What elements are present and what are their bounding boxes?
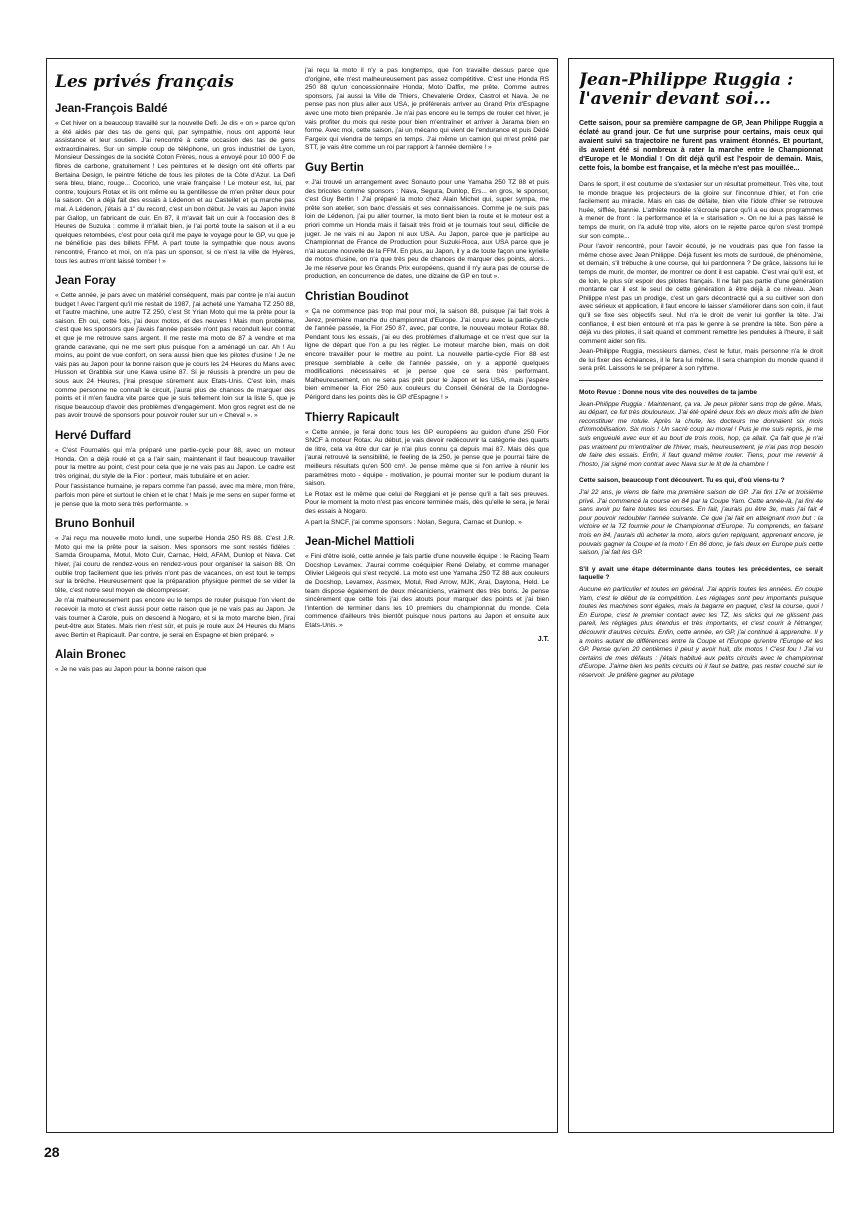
paragraph: « Cette année, je pars avec un matériel conséquent, mais par contre je n'ai aucun budget ! Avec l'argent qu'il me restait de 1987, j'ai acheté une Yamaha TZ 250 88, et l'autre machine, une autre TZ 250, c'est St Yrian Moto qui me la prête pour la saison. Eh oui, cette fois, j'ai deux motos, et des neuves ! Mais mon problème, c'est que les sponsors que j'avais l'année passée n'ont pas reconduit leur contrat et que je me retrouve sans argent. Il me reste ma moto de 87 à vendre et ma grande caravane, qui ne me sert plus puisque l'on a aménagé un car. Ah ! Au moins, au point de vue confort, on sera aussi bien que les pilotes d'usine ! Je ne vais pas au Japon pour la bonne raison que je cours les 24 Heures du Mans avec Husson et Grabbia sur une Kawa usine 87. Si je réussis à prendre un peu de sous aux 24 Heures, j'irai presque sûrement aux Etats-Unis. C'est loin, mais comme personne ne connaît le circuit, j'aurai plus de chances de marquer des points et il m'en faudra vite parce que je suis tellement loin sur la liste 5, que je risque beaucoup d'avoir des problèmes d'engagement. Mon gros regret est de ne pas avoir trouvé de sponsors pour pouvoir rouler sur un « Cheval ». » (55, 292, 295, 420)
rider-name: Jean Foray (55, 275, 116, 288)
paragraph: « Fini d'être isolé, cette année je fais partie d'une nouvelle équipe : le Racing Team Docshop Levamex. J'aurai comme coéquipier René Delaby, et comme manager Olivier Liégeois qui s'est recyclé. La moto est une Yamaha 250 TZ 88 aux couleurs de Docshop, Levamex, Assmex, Motul, Red Arrow, MJK, Arai, Daytona, Held. Le team dispose également de deux mécaniciens, vraiment des très bons. Je pense sincèrement que cette fois j'ai des atouts pour marquer des points et j'ai bien l'intention de terminer dans les 10 premiers du championnat du monde. Cela commence d'ailleurs très bientôt puisque nous partons au Japon et ensuite aux Etats-Unis. » (305, 553, 549, 629)
section-divider (579, 380, 823, 381)
rider-name: Guy Bertin (305, 161, 364, 174)
paragraph: « Cet hiver on a beaucoup travaillé sur la nouvelle Defi. Je dis « on » parce qu'on a été aidés par des tas de gens qui, par sympathie, nous ont apporté leur assistance et leur soutien. J'ai rencontré à cette occasion des tas de gens extraordinaires. Sur un simple coup de téléphone, un gros industriel de Lyon, Monsieur Dessinges de la société Coton Frères, nous a envoyé pour 10 000 F de fibres de carbone, gratuitement ! Les peintures et le design ont été offerts par Bertaina Design, le peintre fétiche de tous les pilotes de la Côte d'Azur. La Defi sera bleu, blanc, rouge... Cocorico, une vraie française ! Le moteur est, lui, par contre, toujours Rotax et ils ont même eu la gentillesse de m'en prêter deux pour la saison. On a déjà fait des essais à Lédenon et au Castellet et ça marche pas mal. A Lédenon, j'étais à 1" du record, c'est un bon début. Je vais au Japon invité par Gallop, un fabricant de cuir. En 87, il m'avait fait un cuir à l'occasion des 8 Heures de Suzuka : comme il m'allait bien, je l'ai porté toute la saison et il a eu quelques retombées, c'est pour cela qu'il me paye le voyage pour le GP, vu que je ne bénéficie pas des billets FFM. A part toute la sympathie que nous avons rencontré, Franco et moi, on n'a pas un sponsor, si ce n'est la ville de Hyères, tous les autres m'ont laissé tomber ! » (55, 120, 295, 265)
paragraph: Jean-Philippe Ruggia, messieurs dames, c'est le futur, mais personne n'a le droit de lui fixer des échéances, il le fera lui même. Il sera champion du monde quand il sera prêt. Laissons le se préparer à son rythme. (579, 348, 823, 373)
rider-name: Jean-François Baldé (55, 103, 168, 115)
interview-answer: Jean-Philippe Ruggia : Maintenant, ça va. Je peux piloter sans trop de gêne. Mais, au départ, ce fut très douloureux. J'ai été opéré deux fois en deux mois afin de bien reconstituer me rotule. Après la chute, les docteurs me donnaient six mois d'immobilisation. Six mois ! Un sacré coup au moral ! Puis je me suis repris, je me suis engueulé avec eux et au bout de trois mois, hop, ça allait. Ça fait que je n'ai pas vraiment pu m'entraîner de l'hiver, mais, heureusement, je n'ai pas trop besoin de faire des essais. Enfin, il faut quand même rouler. Tiens, pour me revenir à l'hosto, j'ai signé mon contrat avec Nava sur le lit de la chambre ! (579, 400, 823, 468)
signature: J.T. (537, 636, 549, 644)
paragraph: « C'est Fournalès qui m'a préparé une partie-cycle pour 88, avec un moteur Honda. On a déjà roulé et ça a l'air sain, maintenant il faut beaucoup travailler pour la mettre au point, c'est pour cela que je ne vais pas au Japon. Le cadre est très original, du style de la Fior : porteur, mais tubulaire et en acier. (55, 447, 295, 480)
interview-question: S'il y avait une étape déterminante dans toutes les précédentes, ce serait laquelle ? (579, 565, 823, 582)
paragraph: « Cette année, je ferai donc tous les GP européens au guidon d'une 250 Fior SNCF à moteur Rotax. Au début, je vais devoir redécouvrir la catégorie des quarts de litre, cela va être dur car je n'ai plus connu ça depuis mai 87. Mais dès que j'aurai retrouvé la sensibilité, le feeling de la 250, je pense que je pourrai faire de meilleurs résultats qu'en 500 cm³. Je pense même que si l'on arrive à réunir les paramètres moto - équipe - motivation, je pourrai monter sur le podium durant la saison. (305, 428, 549, 488)
paragraph: j'ai reçu la moto il n'y a pas longtemps, que l'on travaille dessus parce que d'origine, elle n'est malheureusement pas assez compétitive. C'est une Honda RS 250 88 qu'un concessionnaire Honda, Moto Daffix, me prête. Comme autres sponsors, j'ai aussi la Ville de Thiers, Chevalerie Ordex, Castrol et Nava. Je ne pense pas non plus aller aux USA, je préférerais arriver au Grand Prix d'Espagne avec une moto bien préparée. Je n'ai pas encore eu le temps de rouler cet hiver, je vais profiter du mois qui reste pour bien m'entraîner et arriver à Jarama bien en forme. Avec moi, cette saison, j'ai un mécano qui vient de l'endurance et puis Dédé Fargeix qui viendra de temps en temps. J'ai même un camion qui m'est prêté par STT, je vais être comme un roi par rapport à l'année dernière ! » (305, 67, 549, 152)
paragraph: « Ça ne commence pas trop mal pour moi, la saison 88, puisque j'ai fait trois à Jerez, première manche du championnat d'Europe. J'ai couru avec la partie-cycle de l'année passée, la Fior 250 87, avec, par contre, le nouveau moteur Rotax 88. Pendant tous les essais, j'ai eu des problèmes d'allumage et ce n'est que sur la ligne de départ que l'on a pu les régler. Le moteur marche bien, mais on doit encore travailler pour le mettre au point. La nouvelle partie-cycle Fior 88 est presque semblable à celle de l'année passée, on y a apporté quelques modifications nécessaires et je pense que ce sera très performant. Malheureusement, on ne sera pas prêt pour le Japon et les USA, mais j'espère bien emmener la Fior 250 aux couleurs du Conseil Général de la Dordogne-Périgord dans les points dès le GP d'Espagne ! » (305, 308, 549, 401)
ruggia-title: Jean-Philippe Ruggia : l'avenir devant soi... (579, 71, 794, 109)
paragraph: Pour l'assistance humaine, je repars comme l'an passé, avec ma mère, mon frère, parfois mon père et surtout le chien et le chat ! Mais je me sens en super forme et je pense que la moto sera très performante. » (55, 483, 295, 508)
rider-name: Thierry Rapicault (305, 411, 399, 424)
rider-name: Christian Boudinot (305, 291, 409, 304)
rider-name: Jean-Michel Mattioli (305, 536, 415, 549)
interview-question: Moto Revue : Donne nous vite des nouvelles de ta jambe (579, 389, 758, 397)
right-column (579, 71, 823, 1123)
private-riders-box (46, 58, 558, 1133)
paragraph: Le Rotax est le même que celui de Reggiani et je pense qu'il a fait ses preuves. Pour le moment la moto n'est pas encore terminée mais, dès qu'elle le sera, je ferai des essais à Nogaro. (305, 490, 549, 515)
rider-name: Bruno Bonhuil (55, 518, 135, 531)
paragraph: « Je ne vais pas au Japon pour la bonne raison que (55, 666, 207, 674)
box-title: Les privés français (55, 73, 234, 92)
paragraph: A part la SNCF, j'ai comme sponsors : Nolan, Segura, Carnac et Dunlop. » (305, 518, 522, 526)
ruggia-lead: Cette saison, pour sa première campagne de GP, Jean Philippe Ruggia a éclaté au grand jour. Ce fut une surprise pour certains, mais ceux qui avaient suivi sa trajectoire ne furent pas vraiment étonnés. Et pourtant, ils avaient été si nombreux à rater la marche entre le Championnat d'Europe et le Mondial ! On dit déjà qu'il est l'espoir de demain. Mais, cette fois, la bombe est française, et la mèche n'est pas mouillée... (579, 120, 823, 172)
left-column-1 (55, 73, 295, 1125)
rider-name: Hervé Duffard (55, 430, 132, 442)
interview-question: Cette saison, beaucoup t'ont découvert. Tu es qui, d'où viens-tu ? (579, 477, 785, 485)
page-number: 28 (44, 1144, 60, 1160)
paragraph: « J'ai reçu ma nouvelle moto lundi, une superbe Honda 250 RS 88. C'est J.R. Moto qui me la prête pour la saison. Mes sponsors me sont restés fidèles : Samda Groupama, Motul, Moto Cuir, Carnac, Held, AFAM, Dunlop et Nava. Cet hiver, j'ai couru de rendez-vous en rendez-vous pour organiser la saison 88. On oublie trop facilement que les privés n'ont pas de vacances, on est tout le temps sur la brèche. Heureusement que la préparation physique permet de se vider la tête, c'est notre seul moyen de décompresser. (55, 535, 295, 594)
paragraph: Je n'ai malheureusement pas encore eu le temps de rouler puisque l'on vient de recevoir la moto et c'est aussi pour cette raison que je ne vais pas au Japon. Je vais tourner à Carole, puis on descend à Nogaro, et si la moto marche bien, j'irai peut-être aux States. Mais rien n'est sûr, et puis je roule aux 24 Heures du Mans avec Bertin et Rapicault. Par contre, je serai en Espagne et bien préparé. » (55, 597, 295, 639)
interview-answer: J'ai 22 ans, je viens de faire ma première saison de GP. J'ai fini 17e et troisième privé. J'ai commencé la course en 84 par la Coupe Yam. Cette année-là, j'ai fini 4e sans avoir pu faire toutes les courses. En fait, j'aurais pu être 3e, mais j'ai fait 4 pour pouvoir redoubler l'année suivante. Ce que j'ai fait en atteignant mon but : la victoire et la TZ fournie pour le Championnat d'Europe. Tu comprends, en faisant trois en 84, j'aurais dû acheter la moto, alors qu'en repiquant, apprenant encore, je pouvais gagner la Coupe et la moto ! En 86 donc, je fais deux en Europe puis cette saison, j'ai fait les GP. (579, 489, 823, 557)
paragraph: Dans le sport, il est coutume de s'extasier sur un résultat prometteur. Très vite, tout le monde braque les projecteurs de la gloire sur l'inconnue d'hier, et l'on crie facilement au miracle. Mais en cas de défaite, bien vite l'idole d'hier se retrouve huée, sifflée, bannie. L'athlète modèle s'écroule parce qu'il a eu deux programmes à mener de front : la performance et la « starisation ». On ne lui a pas laissé le temps de murir, on l'a adulé trop vite, alors on le rejette parce qu'on s'est trompé sur son compte... (579, 181, 823, 240)
left-column-2 (305, 67, 549, 1125)
paragraph: « J'ai trouvé un arrangement avec Sonauto pour une Yamaha 250 TZ 88 et puis des bricoles comme sponsors : Nava, Segura, Dunlop, Ers... en gros, le sponsor, c'est Guy Bertin ! J'ai préparé la moto chez Alain Michel qui, super sympa, me prête son atelier, son banc d'essais et ses connaissances. Comme je ne suis pas loin de Lédenon, j'ai pu aller tourner, la moto tient bien la route et le moteur est a priori comme un Honda mais il faisait très froid et je tournais tout seul, difficile de juger. Je ne vais ni au Japon ni aux USA. Au Japon, parce que je participe au Championnat de France de Production pour Suzuki-Roca, aux USA parce que je n'ai aucune nouvelle de la FFM. En plus, au Japon, il y a de toute façon une kyrielle de motos d'usine, on n'a que très peu de chances de marquer des points, alors... Je me réserve pour les Grands Prix européens, quand il n'y aura pas de course de production, en concurrence de dates, une dizaine de GP en tout ». (305, 178, 549, 281)
interview-answer: Aucune en particulier et toutes en général. J'ai appris toutes les années. En coupe Yam, c'est le début de la compétition. Les réglages sont peu importants puisque toutes les machines sont égales, mais la bagarre en paquet, c'est la course, quoi ! En Europe, c'est le premier contact avec les TZ, les slicks qui ne glissent pas pareil, les réglages plus étendus et très importants, et c'est courir à l'étranger, découvrir d'autres circuits. Enfin, cette année, en GP, j'ai continué à apprendre. Il y a moins autant de différences entre la Coupe et l'Europe qu'entre l'Europe et les GP. Pense qu'en 20 centièmes il peut y avoir huit, dix motos ! C'est fou ! J'ai vu certains de mes défauts : j'étais habitué aux petits circuits avec le championnat d'Europe. J'aime bien les petits circuits où il faut se battre, pas rester couché sur le réservoir. Je préfère gagner au pilotage (579, 585, 823, 679)
paragraph: Pour l'avoir rencontré, pour l'avoir écouté, je ne voudrais pas que l'on fasse la même chose avec Jean Philippe. Déjà fusent les mots de surdoué, de phénomène, et demain, s'il trébuche à une course, qui lui pardonnera ? De grâce, laissons lui le temps de murir, de monter, de montrer ce dont il est capable. C'est vrai qu'il est, et de loin, le plus sûr espoir des pilotes français. Il ne fait pas partie d'une génération montante car il est le seul de cette génération à être déjà à ce niveau. Jean Philippe n'est pas un prodige, c'est un gars décontracté qui a su cultiver son don avec sérieux et application, il faut encore le laisser s'améliorer dans son coin, il faut qu'il se fixe ses objectifs seul. Nul n'a le droit de venir lui gonfler la tête. J'ai confiance, il est bien entouré et n'a pas le genre à se prendre la tête. Son père a déjà vu des pilotes, il sait quand et comment remettre les pendules à l'heure, il sait comment aider son fils. (579, 243, 823, 345)
rider-name: Alain Bronec (55, 649, 126, 662)
ruggia-box (568, 58, 834, 1133)
